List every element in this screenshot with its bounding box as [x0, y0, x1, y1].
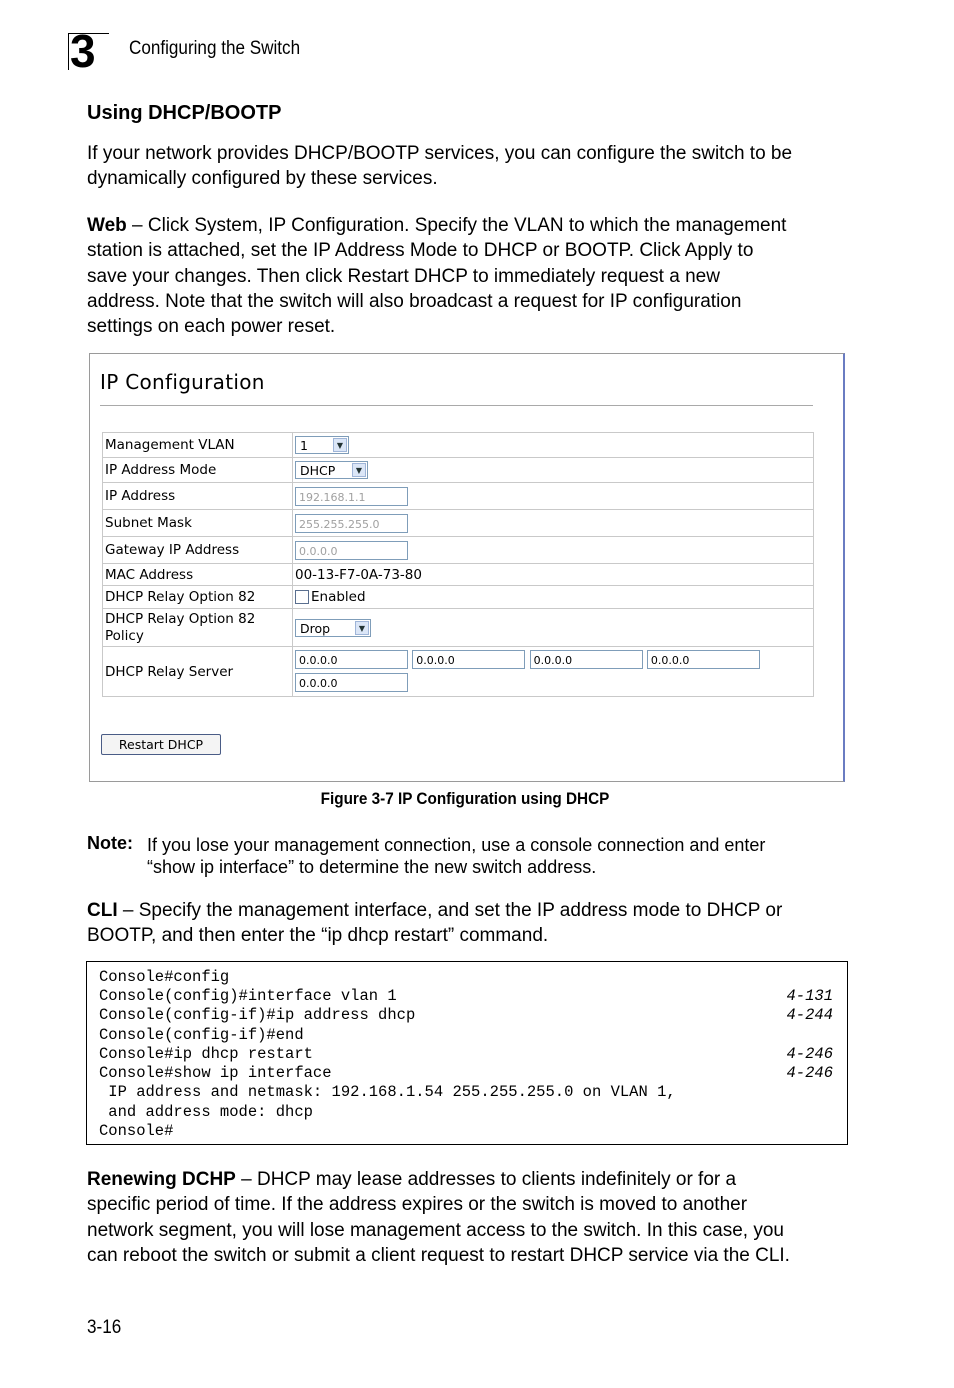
note-line-1: If you lose your management connection, use a console connection and enter — [147, 835, 766, 855]
code-line: IP address and netmask: 192.168.1.54 255.255.255.0 on VLAN 1, — [99, 1083, 676, 1101]
code-page-ref: 4-244 — [786, 1006, 833, 1024]
page-number: 3-16 — [87, 1317, 122, 1338]
code-page-ref: 4-131 — [786, 987, 833, 1005]
section-title: Using DHCP/BOOTP — [87, 102, 282, 124]
web-line-1: – Click System, IP Configuration. Specify the VLAN to which the management — [126, 215, 787, 236]
web-paragraph — [87, 213, 857, 339]
relay-option-82-checkbox-label: Enabled — [311, 589, 366, 605]
management-vlan-value: 1 — [300, 438, 308, 453]
note-label: Note: — [87, 833, 133, 853]
relay-server-label: DHCP Relay Server — [103, 647, 293, 697]
row-subnet-mask — [103, 510, 814, 537]
row-management-vlan — [103, 433, 814, 458]
web-line-5: settings on each power reset. — [87, 316, 336, 338]
note-line-2: “show ip interface” to determine the new switch address. — [147, 857, 597, 877]
chapter-number: 3 — [70, 25, 95, 77]
chevron-down-icon: ▼ — [352, 463, 366, 477]
code-line: Console(config-if)#ip address dhcp — [99, 1006, 416, 1024]
cli-line-1: – Specify the management interface, and set the IP address mode to DHCP or — [117, 900, 783, 921]
intro-line-2: dynamically configured by these services. — [87, 168, 438, 190]
renew-line-3: network segment, you will lose management access to the switch. In this case, you — [87, 1219, 784, 1241]
cli-paragraph — [87, 898, 857, 949]
row-ip-address-mode — [103, 458, 814, 483]
subnet-mask-input[interactable]: 255.255.255.0 — [295, 514, 408, 533]
code-line: and address mode: dhcp — [99, 1103, 313, 1121]
ip-address-mode-select[interactable] — [295, 461, 368, 479]
cli-line-2: BOOTP, and then enter the “ip dhcp restart” command. — [87, 925, 549, 947]
ip-address-mode-value: DHCP — [300, 463, 336, 478]
row-relay-server — [103, 647, 814, 697]
figure-caption: Figure 3-7 IP Configuration using DHCP — [320, 789, 610, 808]
restart-dhcp-button[interactable]: Restart DHCP — [101, 734, 221, 755]
title-divider — [100, 405, 813, 406]
relay-option-82-checkbox[interactable] — [295, 590, 309, 604]
code-page-ref: 4-246 — [786, 1045, 833, 1063]
mac-address-value: 00-13-F7-0A-73-80 — [293, 564, 814, 586]
web-line-4: address. Note that the switch will also broadcast a request for IP configuration — [87, 290, 742, 312]
chevron-down-icon: ▼ — [333, 438, 347, 452]
relay-policy-label — [103, 609, 293, 647]
subnet-mask-label: Subnet Mask — [103, 510, 293, 537]
management-vlan-label: Management VLAN — [103, 433, 293, 458]
code-line: Console#config — [99, 968, 230, 986]
code-page-ref: 4-246 — [786, 1064, 833, 1082]
renew-paragraph — [87, 1167, 857, 1268]
ip-configuration-panel — [89, 353, 845, 782]
relay-server-3-input[interactable]: 0.0.0.0 — [530, 650, 643, 669]
code-line: Console#show ip interface — [99, 1064, 332, 1082]
panel-title: IP Configuration — [100, 370, 265, 394]
web-label: Web — [87, 215, 127, 236]
row-ip-address — [103, 483, 814, 510]
renew-line-1: – DHCP may lease addresses to clients indefinitely or for a — [235, 1169, 737, 1190]
code-line: Console#ip dhcp restart — [99, 1045, 313, 1063]
gateway-label: Gateway IP Address — [103, 537, 293, 564]
renew-label: Renewing DCHP — [87, 1169, 236, 1190]
chevron-down-icon: ▼ — [355, 621, 369, 635]
web-line-2: station is attached, set the IP Address Mode to DHCP or BOOTP. Click Apply to — [87, 240, 754, 262]
mac-address-label: MAC Address — [103, 564, 293, 586]
gateway-input[interactable]: 0.0.0.0 — [295, 541, 408, 560]
relay-option-82-label: DHCP Relay Option 82 — [103, 586, 293, 609]
ip-address-input[interactable]: 192.168.1.1 — [295, 487, 408, 506]
renew-line-4: can reboot the switch or submit a client request to restart DHCP service via the CLI. — [87, 1244, 790, 1266]
relay-server-5-input[interactable]: 0.0.0.0 — [295, 673, 408, 692]
relay-server-4-input[interactable]: 0.0.0.0 — [647, 650, 760, 669]
cli-label: CLI — [87, 900, 118, 921]
management-vlan-select[interactable] — [295, 436, 349, 454]
code-line: Console(config-if)#end — [99, 1026, 304, 1044]
relay-policy-label-line-1: DHCP Relay Option 82 — [105, 610, 256, 627]
running-head: Configuring the Switch — [129, 38, 301, 59]
ip-config-table — [102, 432, 814, 697]
row-relay-policy — [103, 609, 814, 647]
relay-policy-select[interactable] — [295, 619, 371, 637]
web-line-3: save your changes. Then click Restart DHCP to immediately request a new — [87, 265, 720, 287]
relay-server-2-input[interactable]: 0.0.0.0 — [412, 650, 525, 669]
ip-address-label: IP Address — [103, 483, 293, 510]
relay-server-1-input[interactable]: 0.0.0.0 — [295, 650, 408, 669]
code-block — [86, 961, 848, 1145]
renew-line-2: specific period of time. If the address expires or the switch is moved to another — [87, 1194, 748, 1216]
code-line: Console# — [99, 1122, 174, 1140]
row-gateway — [103, 537, 814, 564]
row-mac-address — [103, 564, 814, 586]
intro-line-1: If your network provides DHCP/BOOTP services, you can configure the switch to be — [87, 143, 793, 164]
relay-policy-value: Drop — [300, 620, 331, 636]
ip-address-mode-label: IP Address Mode — [103, 458, 293, 483]
intro-paragraph — [87, 141, 857, 192]
relay-policy-label-line-2: Policy — [105, 627, 144, 644]
code-line: Console(config)#interface vlan 1 — [99, 987, 397, 1005]
row-relay-option-82 — [103, 586, 814, 609]
